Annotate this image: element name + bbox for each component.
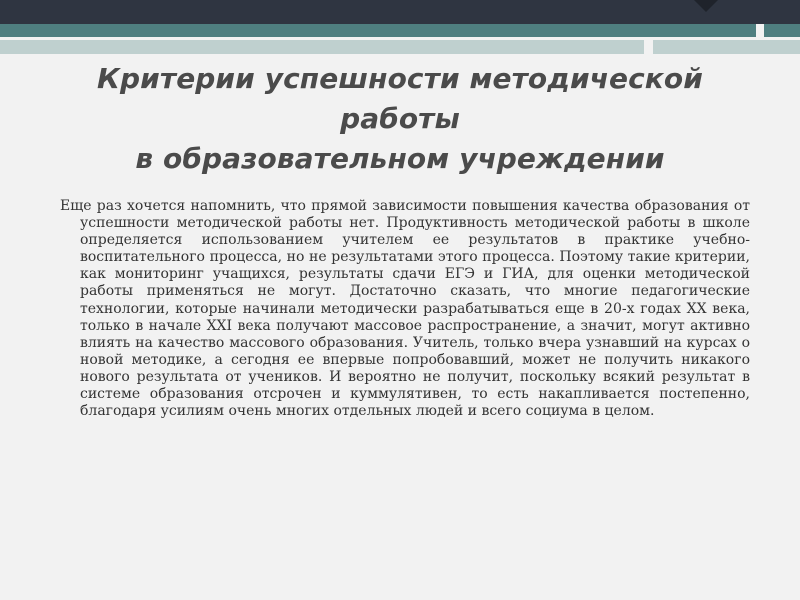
- slide-title-line: в образовательном учреждении: [135, 142, 665, 175]
- slide-body-paragraph: Еще раз хочется напомнить, что прямой зависимости повышения качества образования от успешности методической работы нет. Продуктивность методической работы в школе определяется использованием учителем ее результатов в практике учебно-воспитательного процесса, но не результатами этого процесса. Поэтому такие критерии, как мониторинг учащихся, результаты сдачи ЕГЭ и ГИА, для оценки методической работы применяться не могут. Достаточно сказать, что многие педагогические технологии, которые начинали методически разрабатываться еще в 20-х годах ХХ века, только в начале XXI века получают массовое распространение, а значит, могут активно влиять на качество массового образования. Учитель, только вчера узнавший на курсах о новой методике, а сегодня ее впервые попробовавший, может не получить никакого нового результата от учеников. И вероятно не получит, поскольку всякий результат в системе образования отсрочен и куммулятивен, то есть накапливается постепенно, благодаря усилиям очень многих отдельных людей и всего социума в целом.: [60, 198, 750, 420]
- slide-title-line: Критерии успешности методической: [97, 62, 703, 95]
- header-teal-bar: [0, 24, 756, 37]
- header-teal-bar-segment: [764, 24, 800, 37]
- slide-title: [30, 59, 770, 179]
- slide-title-line: работы: [340, 102, 460, 135]
- header-chevron-decoration: [694, 0, 718, 12]
- header-light-bar: [0, 40, 644, 54]
- header-light-bar-segment: [653, 40, 800, 54]
- header-dark-bar: [0, 0, 800, 24]
